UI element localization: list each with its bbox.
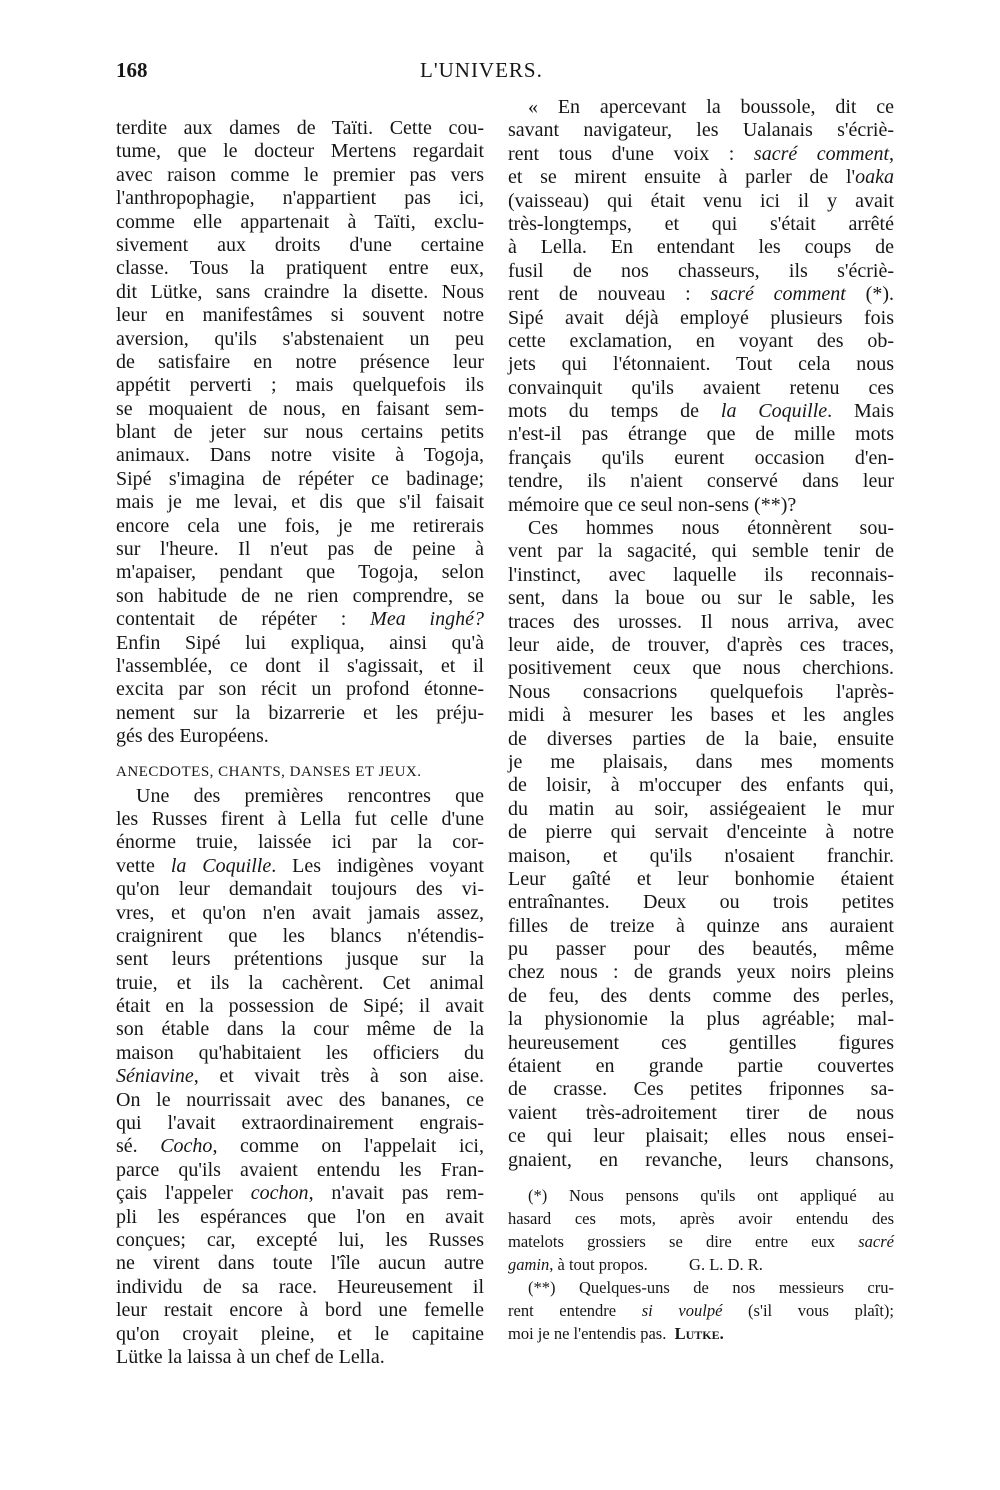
text-line	[508, 377, 894, 400]
text: de loisir, à m'occuper des enfants qui,	[508, 774, 894, 797]
paragraph	[508, 96, 894, 517]
text: vent par la sagacité, qui semble tenir de	[508, 540, 894, 563]
text-line	[508, 1032, 894, 1055]
paragraph	[508, 517, 894, 1172]
text: son étable dans la cour même de la	[116, 1018, 484, 1041]
text: rent de nouveau :	[508, 283, 711, 306]
text: chez nous : de grands yeux noirs pleins	[508, 961, 894, 984]
text: fusil de nos chasseurs, ils s'écriè-	[508, 259, 894, 282]
footnote	[508, 1184, 894, 1276]
text: et se mirent ensuite à parler de l'	[508, 166, 856, 189]
text: se moquaient de nous, en faisant sem-	[116, 397, 484, 420]
text: qui l'avait extraordinairement engrais-	[116, 1112, 484, 1135]
text-line	[116, 304, 484, 327]
text: de pierre qui servait d'enceinte à notre	[508, 821, 894, 844]
text-line	[116, 655, 484, 678]
text: maison qu'habitaient les officiers du	[116, 1041, 484, 1064]
text: maison, et qu'ils n'osaient franchir.	[508, 844, 894, 867]
text-line	[508, 564, 894, 587]
text: Sipé avait déjà employé plusieurs fois	[508, 306, 894, 329]
text-line	[508, 868, 894, 891]
text: pli les espérances que l'on en avait	[116, 1205, 484, 1228]
text-line	[116, 117, 484, 140]
footnote-line	[508, 1207, 894, 1230]
footnote-line	[508, 1299, 894, 1322]
footnote-signature: Lutke.	[666, 1324, 724, 1343]
footnote-line	[508, 1230, 894, 1253]
text: moi je ne l'entendis pas.	[508, 1324, 667, 1343]
text-line	[116, 421, 484, 444]
text: Une des premières rencontres que	[136, 784, 484, 807]
text-line	[116, 491, 484, 514]
text: entraînantes. Deux ou trois petites	[508, 891, 894, 914]
text: comme elle appartenait à Taïti, exclu-	[116, 210, 484, 233]
text: heureusement ces gentilles figures	[508, 1031, 894, 1054]
text-line	[116, 1182, 484, 1205]
text: matelots grossiers se dire entre eux	[508, 1232, 859, 1251]
text-line	[116, 515, 484, 538]
text: qu'on croyait pleine, et le capitaine	[116, 1322, 484, 1345]
italic-text: oaka	[855, 166, 894, 189]
text-line	[508, 423, 894, 446]
text-line	[116, 1346, 484, 1369]
text-line	[508, 704, 894, 727]
italic-text: Séniavine	[116, 1065, 194, 1088]
text-line	[116, 468, 484, 491]
text: mémoire que ce seul non-sens (**)?	[508, 493, 797, 516]
text: vette	[116, 854, 171, 877]
text: çais l'appeler	[116, 1182, 251, 1205]
text-line	[116, 444, 484, 467]
text: vaient très-adroitement tirer de nous	[508, 1101, 894, 1124]
text-line	[508, 1078, 894, 1101]
text: (vaisseau) qui était venu ici il y avait	[508, 189, 894, 212]
text: très-longtemps, et qui s'était arrêté	[508, 212, 894, 235]
text-line	[508, 540, 894, 563]
text-line	[508, 236, 894, 259]
text-line	[116, 140, 484, 163]
text-line	[116, 1206, 484, 1229]
paragraph	[116, 117, 484, 749]
text-line	[116, 632, 484, 655]
text-line	[508, 728, 894, 751]
text: . Mais	[827, 400, 895, 423]
text-line	[508, 774, 894, 797]
italic-text: Mea inghé?	[370, 608, 484, 631]
text-line	[116, 1135, 484, 1158]
text: Enfin Sipé lui expliqua, ainsi qu'à	[116, 631, 484, 654]
text: la physionomie la plus agréable; mal-	[508, 1008, 894, 1031]
text: du matin au soir, assiégeaient le mur	[508, 797, 894, 820]
italic-text: si voulpé	[641, 1301, 723, 1320]
text-line	[508, 96, 894, 119]
text: appétit perverti ; mais quelquefois ils	[116, 374, 484, 397]
text-line	[508, 494, 894, 517]
text-line	[116, 1112, 484, 1135]
text: animaux. Dans notre visite à Togoja,	[116, 444, 484, 467]
text: (*) Nous pensons qu'ils ont appliqué au	[528, 1186, 894, 1205]
text-line	[116, 1159, 484, 1182]
footnote-line	[508, 1184, 894, 1207]
text: vres, et qu'on n'en avait jamais assez,	[116, 901, 484, 924]
text: sent, dans la boue ou sur le sable, les	[508, 587, 894, 610]
text: cette exclamation, en voyant des ob-	[508, 329, 894, 352]
text: tume, que le docteur Mertens regardait	[116, 140, 484, 163]
text-line	[116, 164, 484, 187]
text: Ces hommes nous étonnèrent sou-	[528, 517, 894, 540]
text: (*).	[845, 283, 894, 306]
italic-text: la Coquille	[170, 854, 272, 877]
text: n'est-il pas étrange que de mille mots	[508, 423, 894, 446]
text-line	[508, 307, 894, 330]
text-line	[508, 447, 894, 470]
text-line	[508, 166, 894, 189]
footnote-line	[508, 1322, 894, 1345]
text-line	[116, 878, 484, 901]
text: , et vivait très à son aise.	[193, 1065, 484, 1088]
text-line	[508, 119, 894, 142]
italic-text: gamin	[508, 1255, 550, 1274]
text-line	[116, 1018, 484, 1041]
text-line	[116, 1065, 484, 1088]
text: positivement ceux que nous cherchions.	[508, 657, 894, 680]
text: énorme truie, laissée ici par la cor-	[116, 831, 484, 854]
text-line	[116, 234, 484, 257]
text-line	[508, 283, 894, 306]
text-line	[116, 351, 484, 374]
text: jets qui l'étonnaient. Tout cela nous	[508, 353, 894, 376]
text: conçues; car, excepté lui, les Russes	[116, 1228, 484, 1251]
italic-text: sacré	[858, 1232, 894, 1251]
text-line	[508, 260, 894, 283]
running-title: L'UNIVERS.	[420, 58, 543, 82]
text-line	[116, 1323, 484, 1346]
text: hasard ces mots, après avoir entendu des	[508, 1209, 894, 1228]
text: ne virent dans toute l'île aucun autre	[116, 1252, 484, 1275]
text-line	[508, 891, 894, 914]
text: était en la possession de Sipé; il avait	[116, 995, 484, 1018]
text: l'anthropophagie, n'appartient pas ici,	[116, 187, 484, 210]
text: convainquit qu'ils avaient retenu ces	[508, 376, 894, 399]
text-line	[508, 1102, 894, 1125]
text: ce qui leur plaisait; elles nous ensei-	[508, 1125, 894, 1148]
text: je me plaisais, dans mes moments	[508, 750, 894, 773]
text-line	[508, 1125, 894, 1148]
text: sur l'heure. Il n'eut pas de peine à	[116, 538, 484, 561]
text: . Les indigènes voyant	[271, 854, 484, 877]
text-line	[116, 1299, 484, 1322]
footnote-line	[508, 1276, 894, 1299]
text: tendre, ils n'aient conservé dans leur	[508, 470, 894, 493]
text-line	[508, 751, 894, 774]
text-line	[116, 678, 484, 701]
text: l'instinct, avec laquelle ils reconnais-	[508, 563, 894, 586]
italic-text: sacré comment	[753, 142, 889, 165]
text: son habitude de ne rien comprendre, se	[116, 584, 484, 607]
italic-text: la Coquille	[720, 400, 828, 423]
text-line	[508, 657, 894, 680]
text-line	[116, 1276, 484, 1299]
text: mais je me levai, et dis que s'il faisait	[116, 491, 484, 514]
text-line	[508, 1008, 894, 1031]
text: leur aide, de trouver, d'après ces traces,	[508, 633, 894, 656]
text-line	[508, 821, 894, 844]
text: de diverses parties de la baie, ensuite	[508, 727, 894, 750]
text: rent entendre	[508, 1301, 642, 1320]
text: Sipé s'imagina de répéter ce badinage;	[116, 467, 484, 490]
text: traces des urosses. Il nous arriva, avec	[508, 610, 894, 633]
text: On le nourrissait avec des bananes, ce	[116, 1088, 484, 1111]
text-line	[508, 143, 894, 166]
text-line	[116, 1042, 484, 1065]
text: l'assemblée, ce dont il s'agissait, et il	[116, 654, 484, 677]
text: classe. Tous la pratiquent entre eux,	[116, 257, 484, 280]
text-line	[116, 725, 484, 748]
text: ,	[889, 142, 894, 165]
text: pu passer pour des beautés, même	[508, 938, 894, 961]
text-line	[116, 925, 484, 948]
text: terdite aux dames de Taïti. Cette cou-	[116, 117, 484, 139]
text: parce qu'ils avaient entendu les Fran-	[116, 1158, 484, 1181]
text-line	[116, 1252, 484, 1275]
text: sent leurs prétentions jusque sur la	[116, 948, 484, 971]
text-line	[508, 845, 894, 868]
italic-text: cochon	[250, 1182, 309, 1205]
text-line	[508, 190, 894, 213]
text: , comme on l'appelait ici,	[212, 1135, 484, 1158]
text-line	[116, 1089, 484, 1112]
text-line	[116, 374, 484, 397]
footnotes	[508, 1184, 894, 1345]
text: midi à mesurer les bases et les angles	[508, 704, 894, 727]
text: savant navigateur, les Ualanais s'écriè-	[508, 119, 894, 142]
text-line	[508, 1149, 894, 1172]
text: avec raison comme le premier pas vers	[116, 163, 484, 186]
text: individu de sa race. Heureusement il	[116, 1275, 484, 1298]
page-number: 168	[116, 58, 148, 82]
text: Leur gaîté et leur bonhomie étaient	[508, 867, 894, 890]
text-line	[508, 470, 894, 493]
text-line	[508, 517, 894, 540]
text-line	[116, 538, 484, 561]
text: , à tout propos. G. L. D. R.	[549, 1255, 763, 1274]
text: dit Lütke, sans craindre la disette. Nous	[116, 280, 484, 303]
text: étaient en grande partie couvertes	[508, 1055, 894, 1078]
text-line	[116, 328, 484, 351]
text-line	[508, 961, 894, 984]
text: gés des Européens.	[116, 725, 269, 748]
text: sé.	[116, 1135, 161, 1158]
text: (s'il vous plaît);	[722, 1301, 894, 1320]
text-line	[116, 561, 484, 584]
text: français qu'ils eurent occasion d'en-	[508, 446, 894, 469]
text-line	[508, 1055, 894, 1078]
text: de crasse. Ces petites friponnes sa-	[508, 1078, 894, 1101]
footnote-line	[508, 1253, 894, 1276]
text: mots du temps de	[508, 400, 721, 423]
italic-text: Cocho	[160, 1135, 213, 1158]
text: à Lella. En entendant les coups de	[508, 236, 894, 259]
text-line	[116, 257, 484, 280]
text: (**) Quelques-uns de nos messieurs cru-	[528, 1278, 894, 1297]
text-line	[508, 985, 894, 1008]
text-line	[508, 353, 894, 376]
text: aversion, qu'ils s'abstenaient un peu	[116, 327, 484, 350]
text-line	[116, 1229, 484, 1252]
text-line	[116, 808, 484, 831]
text-line	[508, 611, 894, 634]
text: contentait de répéter :	[116, 608, 371, 631]
text: leur restait encore à bord une femelle	[116, 1299, 484, 1322]
text-line	[116, 855, 484, 878]
text-line	[508, 915, 894, 938]
text-line	[116, 902, 484, 925]
text-line	[508, 400, 894, 423]
text: « En apercevant la boussole, dit ce	[528, 96, 894, 118]
text-line	[508, 634, 894, 657]
text-line	[116, 211, 484, 234]
text: sivement aux droits d'une certaine	[116, 233, 484, 256]
text: de satisfaire en notre présence leur	[116, 350, 484, 373]
text-line	[116, 187, 484, 210]
text: les Russes firent à Lella fut celle d'une	[116, 807, 484, 830]
text: blant de jeter sur nous certains petits	[116, 421, 484, 444]
text: nement sur la bizarrerie et les préju-	[116, 701, 484, 724]
text: excita par son récit un profond étonne-	[116, 678, 484, 701]
text: Nous consacrions quelquefois l'après-	[508, 680, 894, 703]
text: encore cela une fois, je me retirerais	[116, 514, 484, 537]
text-line	[508, 938, 894, 961]
paragraph	[116, 785, 484, 1370]
italic-text: sacré comment	[710, 283, 846, 306]
text: leur en manifestâmes si souvent notre	[116, 304, 484, 327]
text-line	[116, 972, 484, 995]
text: qu'on leur demandait toujours des vi-	[116, 878, 484, 901]
footnote	[508, 1276, 894, 1345]
text: , n'avait pas rem-	[308, 1182, 484, 1205]
text-line	[116, 585, 484, 608]
text-line	[508, 681, 894, 704]
text: gnaient, en revanche, leurs chansons,	[508, 1148, 894, 1171]
text-line	[508, 587, 894, 610]
text-line	[116, 608, 484, 631]
left-column	[116, 117, 484, 1369]
right-column	[508, 96, 894, 1172]
text-line	[116, 398, 484, 421]
text: craignirent que les blancs n'étendis-	[116, 924, 484, 947]
text-line	[116, 281, 484, 304]
text-line	[116, 948, 484, 971]
text: Lütke la laissa à un chef de Lella.	[116, 1345, 385, 1368]
text: de feu, des dents comme des perles,	[508, 984, 894, 1007]
text: rent tous d'une voix :	[508, 142, 754, 165]
text-line	[508, 213, 894, 236]
text-line	[116, 995, 484, 1018]
text: m'apaiser, pendant que Togoja, selon	[116, 561, 484, 584]
text-line	[508, 330, 894, 353]
section-heading: ANECDOTES, CHANTS, DANSES ET JEUX.	[116, 763, 422, 780]
text-line	[116, 702, 484, 725]
text: truie, et ils la cachèrent. Cet animal	[116, 971, 484, 994]
text-line	[116, 785, 484, 808]
text-line	[116, 831, 484, 854]
text-line	[508, 798, 894, 821]
text: filles de treize à quinze ans auraient	[508, 914, 894, 937]
